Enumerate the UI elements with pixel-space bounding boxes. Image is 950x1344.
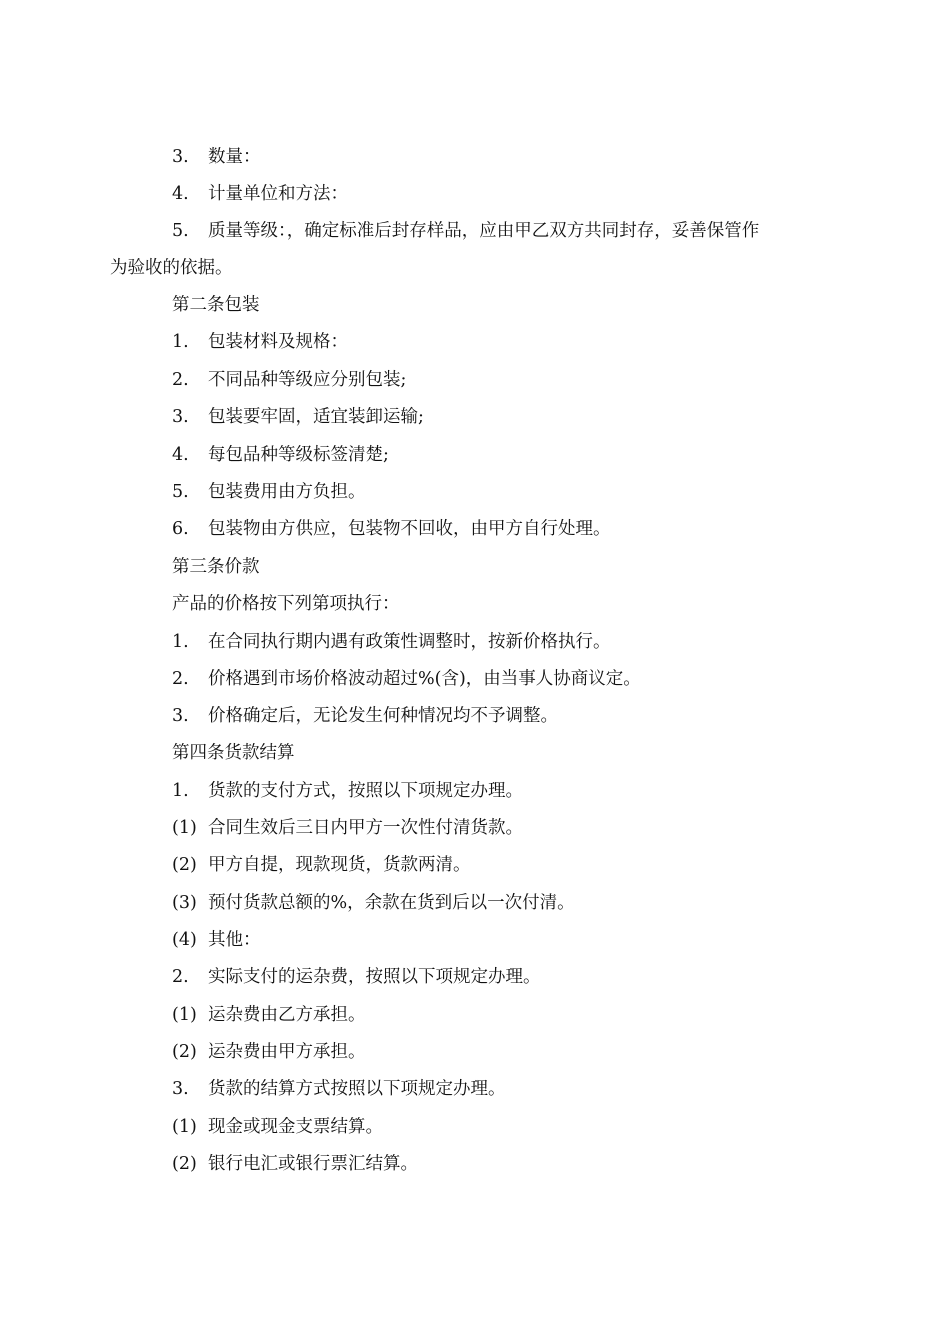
item-text: 价格确定后，无论发生何种情况均不予调整。	[208, 706, 558, 726]
subitem-freight-2	[172, 1040, 832, 1064]
subitem-number: (1)	[172, 818, 197, 838]
item-measure-unit	[172, 182, 832, 206]
heading-text: 第二条包装	[172, 295, 260, 315]
item-text: 实际支付的运杂费，按照以下项规定办理。	[208, 967, 541, 987]
subitem-number: (2)	[172, 855, 197, 875]
item-packaging-material	[172, 330, 832, 354]
item-packaging-supply	[172, 517, 832, 541]
item-quality-grade	[172, 219, 832, 243]
item-settlement-method	[172, 1077, 832, 1101]
item-text: 包装要牢固，适宜装卸运输;	[208, 407, 424, 427]
subitem-freight-1	[172, 1003, 832, 1027]
subitem-payment-3	[172, 891, 832, 915]
heading-text: 第四条货款结算	[172, 743, 295, 763]
item-text: 包装物由方供应，包装物不回收，由甲方自行处理。	[208, 519, 611, 539]
item-text: 不同品种等级应分别包装;	[208, 370, 407, 390]
subitem-payment-1	[172, 816, 832, 840]
item-payment-method	[172, 779, 832, 803]
item-number: 3.	[172, 147, 189, 167]
item-number: 3.	[172, 407, 189, 427]
subitem-number: (4)	[172, 930, 197, 950]
item-number: 5.	[172, 221, 189, 241]
item-packaging-label	[172, 443, 832, 467]
item-separate-packaging	[172, 368, 832, 392]
item-price-fluctuation	[172, 667, 832, 691]
item-quality-grade-continued	[110, 256, 770, 280]
item-text: 包装材料及规格：	[208, 332, 348, 352]
item-text: 甲方自提，现款现货，货款两清。	[208, 855, 471, 875]
item-text: 数量：	[208, 147, 261, 167]
item-text: 为验收的依据。	[110, 258, 233, 278]
item-number: 6.	[172, 519, 189, 539]
item-text: 价格遇到市场价格波动超过%(含)，由当事人协商议定。	[208, 669, 641, 689]
item-text: 计量单位和方法：	[208, 184, 348, 204]
item-number: 1.	[172, 632, 189, 652]
item-text: 现金或现金支票结算。	[208, 1117, 383, 1137]
item-number: 4.	[172, 184, 189, 204]
item-quantity	[172, 145, 832, 169]
section-heading-price	[172, 555, 832, 579]
item-text: 合同生效后三日内甲方一次性付清货款。	[208, 818, 523, 838]
subitem-settlement-2	[172, 1152, 832, 1176]
item-text: 货款的结算方式按照以下项规定办理。	[208, 1079, 506, 1099]
subitem-number: (3)	[172, 893, 197, 913]
item-text: 包装费用由方负担。	[208, 482, 366, 502]
item-number: 5.	[172, 482, 189, 502]
item-number: 2.	[172, 669, 189, 689]
subitem-number: (2)	[172, 1042, 197, 1062]
subitem-number: (1)	[172, 1005, 197, 1025]
subitem-number: (1)	[172, 1117, 197, 1137]
item-number: 1.	[172, 332, 189, 352]
item-number: 2.	[172, 370, 189, 390]
item-text: 运杂费由甲方承担。	[208, 1042, 366, 1062]
section-heading-packaging	[172, 293, 832, 317]
item-packaging-sturdy	[172, 405, 832, 429]
item-text: 质量等级：，确定标准后封存样品，应由甲乙双方共同封存，妥善保管作	[208, 221, 760, 241]
item-packaging-cost	[172, 480, 832, 504]
price-intro	[172, 592, 832, 616]
item-text: 其他：	[208, 930, 261, 950]
item-text: 运杂费由乙方承担。	[208, 1005, 366, 1025]
heading-text: 第三条价款	[172, 557, 260, 577]
item-text: 产品的价格按下列第项执行：	[172, 594, 400, 614]
item-freight	[172, 965, 832, 989]
item-number: 1.	[172, 781, 189, 801]
item-price-fixed	[172, 704, 832, 728]
subitem-payment-4	[172, 928, 832, 952]
item-text: 银行电汇或银行票汇结算。	[208, 1154, 418, 1174]
item-number: 3.	[172, 706, 189, 726]
item-text: 预付货款总额的%，余款在货到后以一次付清。	[208, 893, 575, 913]
item-text: 货款的支付方式，按照以下项规定办理。	[208, 781, 523, 801]
item-number: 2.	[172, 967, 189, 987]
item-number: 3.	[172, 1079, 189, 1099]
subitem-settlement-1	[172, 1115, 832, 1139]
subitem-payment-2	[172, 853, 832, 877]
item-number: 4.	[172, 445, 189, 465]
item-text: 每包品种等级标签清楚;	[208, 445, 389, 465]
subitem-number: (2)	[172, 1154, 197, 1174]
item-text: 在合同执行期内遇有政策性调整时，按新价格执行。	[208, 632, 611, 652]
item-price-policy	[172, 630, 832, 654]
section-heading-settlement	[172, 741, 832, 765]
